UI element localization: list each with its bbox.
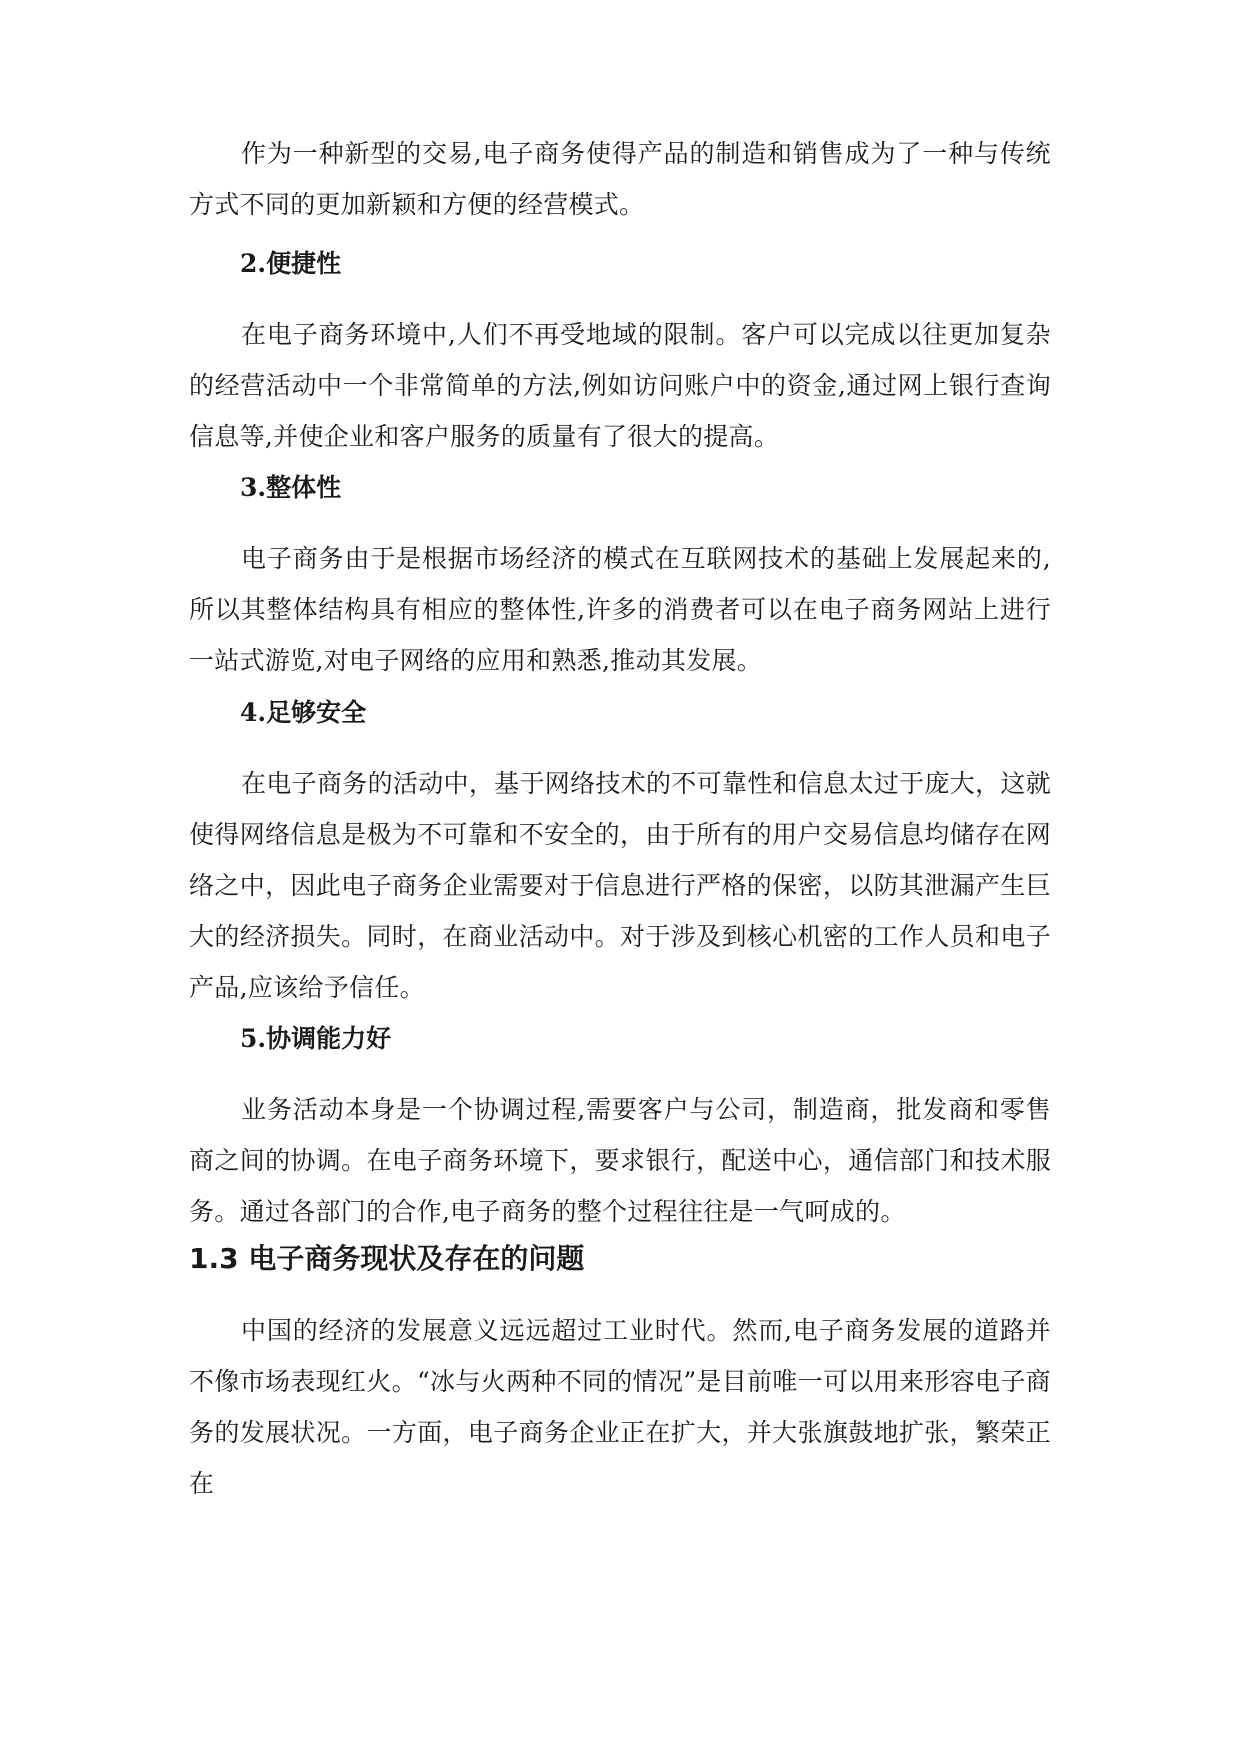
paragraph-integrity: 电子商务由于是根据市场经济的模式在互联网技术的基础上发展起来的,所以其整体结构具有相应的整体性,许多的消费者可以在电子商务网站上进行一站式游览,对电子网络的应用和熟悉,推动其发展。	[189, 544, 1051, 675]
subheading-coordination: 5.协调能力好	[240, 1024, 392, 1053]
paragraph-convenience: 在电子商务环境中,人们不再受地域的限制。客户可以完成以往更加复杂的经营活动中一个非常简单的方法,例如访问账户中的资金,通过网上银行查询信息等,并使企业和客户服务的质量有了很大的提高。	[189, 320, 1051, 451]
subheading-convenience: 2.便捷性	[240, 249, 342, 278]
paragraph-security: 在电子商务的活动中，基于网络技术的不可靠性和信息太过于庞大，这就使得网络信息是极为不可靠和不安全的，由于所有的用户交易信息均储存在网络之中，因此电子商务企业需要对于信息进行严格的保密，以防其泄漏产生巨大的经济损失。同时，在商业活动中。对于涉及到核心机密的工作人员和电子产品,应该给予信任。	[189, 769, 1051, 1002]
paragraph-intro: 作为一种新型的交易,电子商务使得产品的制造和销售成为了一种与传统方式不同的更加新颖和方便的经营模式。	[189, 139, 1051, 219]
paragraph-status: 中国的经济的发展意义远远超过工业时代。然而,电子商务发展的道路并不像市场表现红火。“冰与火两种不同的情况”是目前唯一可以用来形容电子商务的发展状况。一方面，电子商务企业正在扩大，并大张旗鼓地扩张，繁荣正在	[189, 1316, 1051, 1498]
subheading-integrity: 3.整体性	[240, 473, 342, 502]
paragraph-coordination: 业务活动本身是一个协调过程,需要客户与公司，制造商，批发商和零售商之间的协调。在电子商务环境下，要求银行，配送中心，通信部门和技术服务。通过各部门的合作,电子商务的整个过程往往是一气呵成的。	[189, 1095, 1051, 1226]
section-heading: 1.3 电子商务现状及存在的问题	[189, 1242, 585, 1275]
subheading-security: 4.足够安全	[240, 698, 367, 727]
